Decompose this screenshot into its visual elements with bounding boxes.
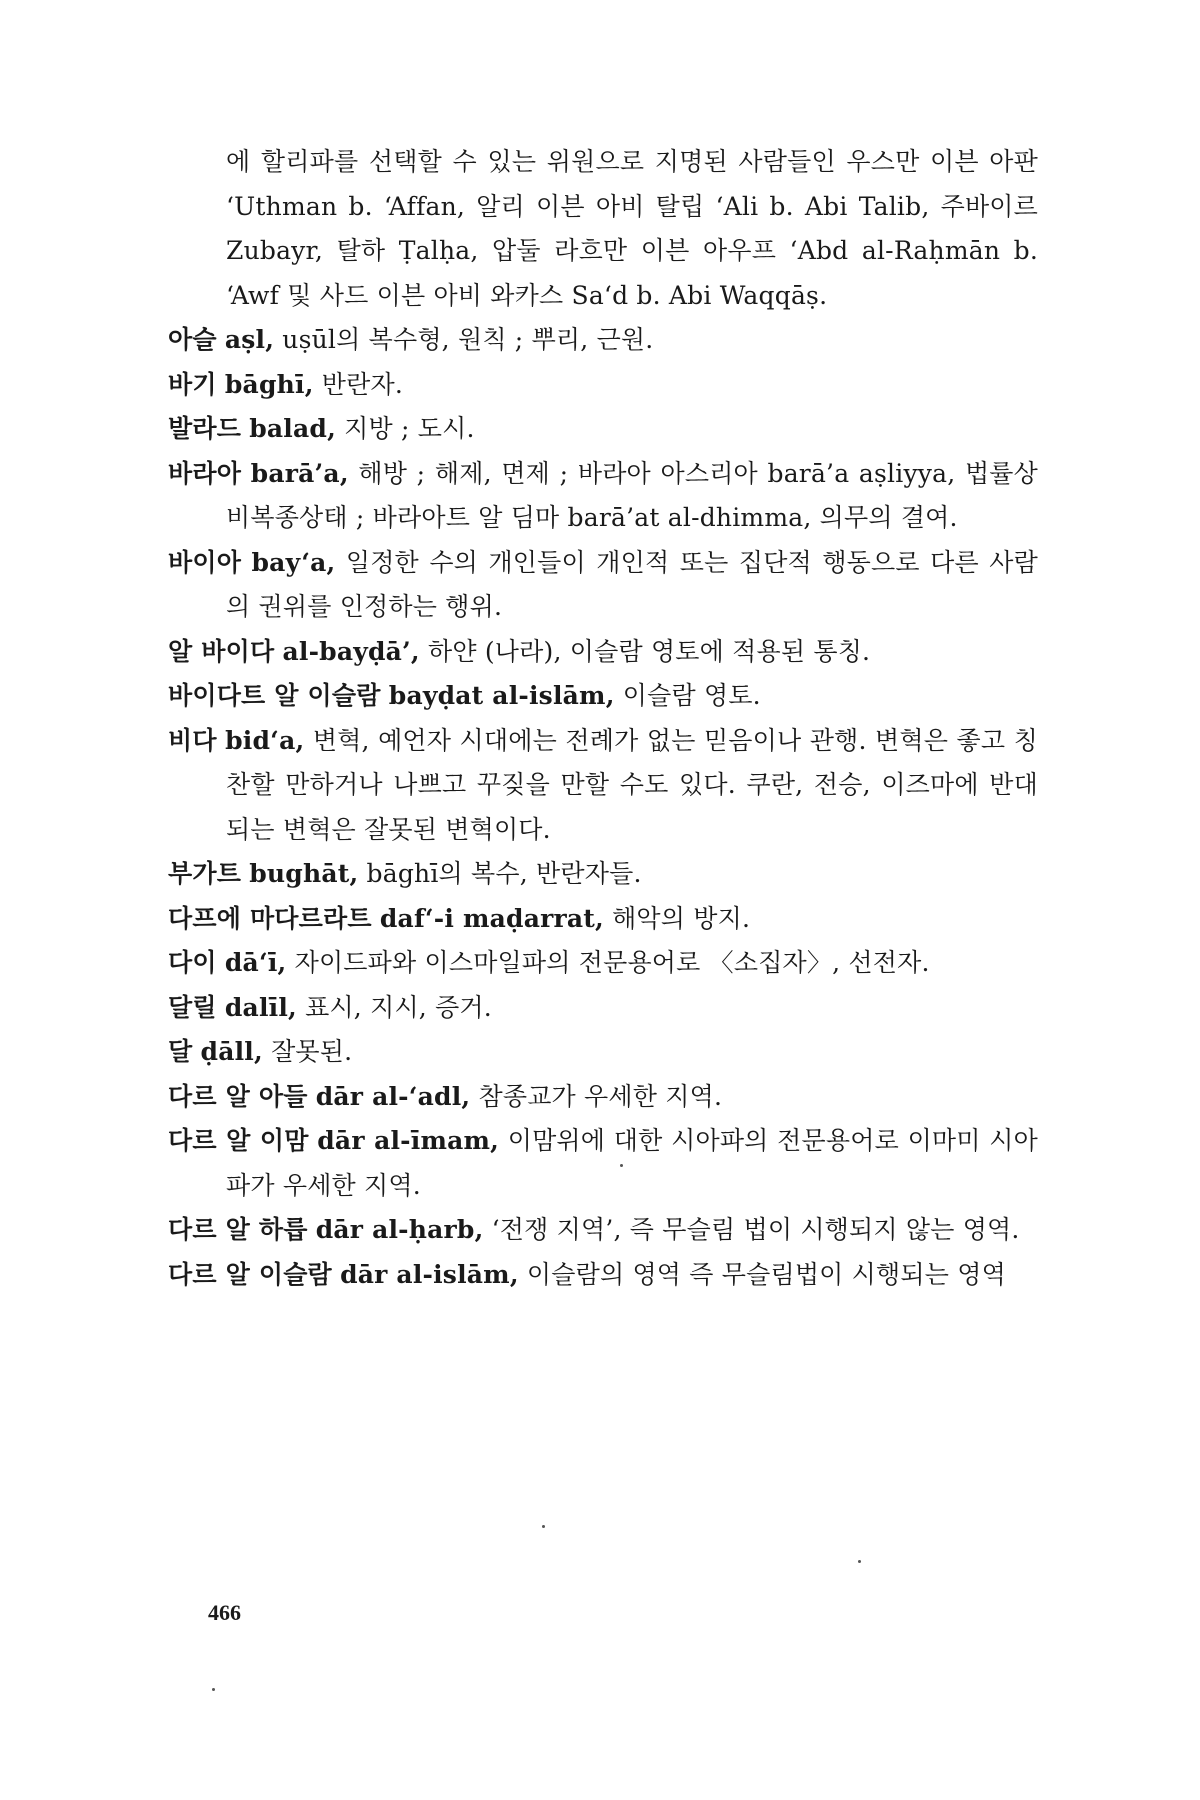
- entry-body: 잘못된.: [271, 1037, 353, 1066]
- print-speck: [212, 1688, 215, 1691]
- entry-body: 해악의 방지.: [612, 903, 751, 933]
- entry-al-bayda: [168, 630, 1038, 675]
- print-speck: [620, 1164, 623, 1167]
- entry-headword: 다이: [168, 948, 217, 977]
- entry-transliteration: bāghī,: [224, 369, 314, 399]
- entry-headword: 발라드: [168, 414, 242, 443]
- entry-headword: 바라아: [168, 458, 242, 488]
- entry-dafi-madarrat: [168, 897, 1038, 942]
- entry-body: 이슬람의 영역 즉 무슬림법이 시행되는 영역: [526, 1259, 1006, 1289]
- entry-dai: [168, 941, 1038, 986]
- entry-transliteration: dār al-ḥarb,: [315, 1215, 484, 1244]
- entry-body: 변혁, 예언자 시대에는 전례가 없는 믿음이나 관행. 변혁은 좋고 칭찬할 만하거나 나쁘고 꾸짖을 만할 수도 있다. 쿠란, 전승, 이즈마에 반대되는 변혁은 잘못된 변혁이다.: [226, 725, 1038, 844]
- entry-transliteration: bughāt,: [249, 859, 359, 888]
- entry-transliteration: bay‘a,: [251, 547, 336, 577]
- entry-headword: 다프에 마다르라트: [168, 903, 372, 933]
- entry-headword: 바기: [168, 369, 217, 399]
- entry-body: 일정한 수의 개인들이 개인적 또는 집단적 행동으로 다른 사람의 권위를 인정하는 행위.: [226, 547, 1038, 621]
- print-speck: [858, 1560, 861, 1563]
- entry-transliteration: dār al-‘adl,: [315, 1081, 471, 1111]
- entry-dall: [168, 1030, 1038, 1075]
- entry-dar-al-adl: [168, 1075, 1038, 1120]
- entry-transliteration: dār al-īmam,: [317, 1126, 500, 1155]
- entry-body: bāghī의 복수, 반란자들.: [366, 859, 642, 888]
- entry-headword: 다르 알 하릅: [168, 1215, 308, 1244]
- entry-headword: 부가트: [168, 859, 242, 888]
- print-speck: [542, 1525, 545, 1528]
- entry-transliteration: bayḍat al-islām,: [388, 681, 615, 710]
- entry-transliteration: bid‘a,: [225, 725, 305, 755]
- entry-baydat-al-islam: [168, 674, 1038, 719]
- entry-transliteration: balad,: [249, 414, 336, 443]
- entry-dar-al-islam: [168, 1253, 1038, 1298]
- entry-transliteration: dār al-islām,: [340, 1259, 519, 1289]
- entry-dar-al-harb: [168, 1208, 1038, 1253]
- entry-body: ‘전쟁 지역’, 즉 무슬림 법이 시행되지 않는 영역.: [491, 1215, 1020, 1244]
- entry-body: 반란자.: [321, 369, 403, 399]
- entry-bughat: [168, 852, 1038, 897]
- entry-body: 지방 ; 도시.: [344, 414, 475, 443]
- entry-body: 해방 ; 해제, 면제 ; 바라아 아스리아 barā’a aṣliyya, 법률상 비복종상태 ; 바라아트 알 딤마 barā’at al-dhimma, 의무의 결여.: [226, 458, 1038, 532]
- entry-headword: 아슬: [168, 325, 217, 354]
- entry-headword: 다르 알 이슬람: [168, 1259, 332, 1289]
- entry-body: uṣūl의 복수형, 원칙 ; 뿌리, 근원.: [282, 325, 654, 354]
- entry-headword: 달: [168, 1037, 193, 1066]
- entry-continuation: [168, 140, 1038, 318]
- entry-baghi: [168, 363, 1038, 408]
- entry-headword: 알 바이다: [168, 636, 275, 666]
- entry-body: 참종교가 우세한 지역.: [478, 1081, 723, 1111]
- entry-baya: [168, 541, 1038, 630]
- entry-asl: [168, 318, 1038, 363]
- entry-transliteration: daf‘-i maḍarrat,: [379, 903, 604, 933]
- entry-headword: 비다: [168, 725, 217, 755]
- entry-body: 에 할리파를 선택할 수 있는 위원으로 지명된 사람들인 우스만 이븐 아판 ‘Uthman b. ‘Affan, 알리 이븐 아비 탈립 ‘Ali b. Abi Talib, 주바이르 Zubayr, 탈하 Ṭalḥa, 압둘 라흐만 이븐 아우프 ‘Abd al-Raḥmān b. ‘Awf 및 사드 이븐 아비 와카스 Sa‘d b. Abi Waqqāṣ.: [226, 147, 1038, 310]
- page-number: 466: [208, 1600, 241, 1625]
- entry-transliteration: aṣl,: [224, 325, 275, 354]
- entry-body: 하얀 (나라), 이슬람 영토에 적용된 통칭.: [428, 636, 871, 666]
- entry-body: 이슬람 영토.: [622, 681, 761, 710]
- entry-body: 자이드파와 이스마일파의 전문용어로 〈소집자〉, 선전자.: [294, 948, 930, 977]
- entry-body: 이맘위에 대한 시아파의 전문용어로 이마미 시아파가 우세한 지역.: [226, 1126, 1038, 1200]
- entry-transliteration: al-bayḍā’,: [282, 636, 420, 666]
- entry-transliteration: dā‘ī,: [224, 948, 287, 977]
- entry-headword: 달릴: [168, 992, 217, 1022]
- entry-balad: [168, 407, 1038, 452]
- entry-headword: 바이다트 알 이슬람: [168, 681, 381, 710]
- entry-transliteration: ḍāll,: [200, 1037, 263, 1066]
- entry-headword: 다르 알 이맘: [168, 1126, 309, 1155]
- entry-dalil: [168, 986, 1038, 1031]
- entry-baraa: [168, 452, 1038, 541]
- entry-bida: [168, 719, 1038, 853]
- entry-transliteration: barā’a,: [250, 458, 349, 488]
- entry-headword: 바이아: [168, 547, 242, 577]
- entry-transliteration: dalīl,: [224, 992, 297, 1022]
- glossary-entries: [168, 140, 1038, 1297]
- entry-body: 표시, 지시, 증거.: [305, 992, 492, 1022]
- entry-headword: 다르 알 아들: [168, 1081, 308, 1111]
- entry-dar-al-imam: [168, 1119, 1038, 1208]
